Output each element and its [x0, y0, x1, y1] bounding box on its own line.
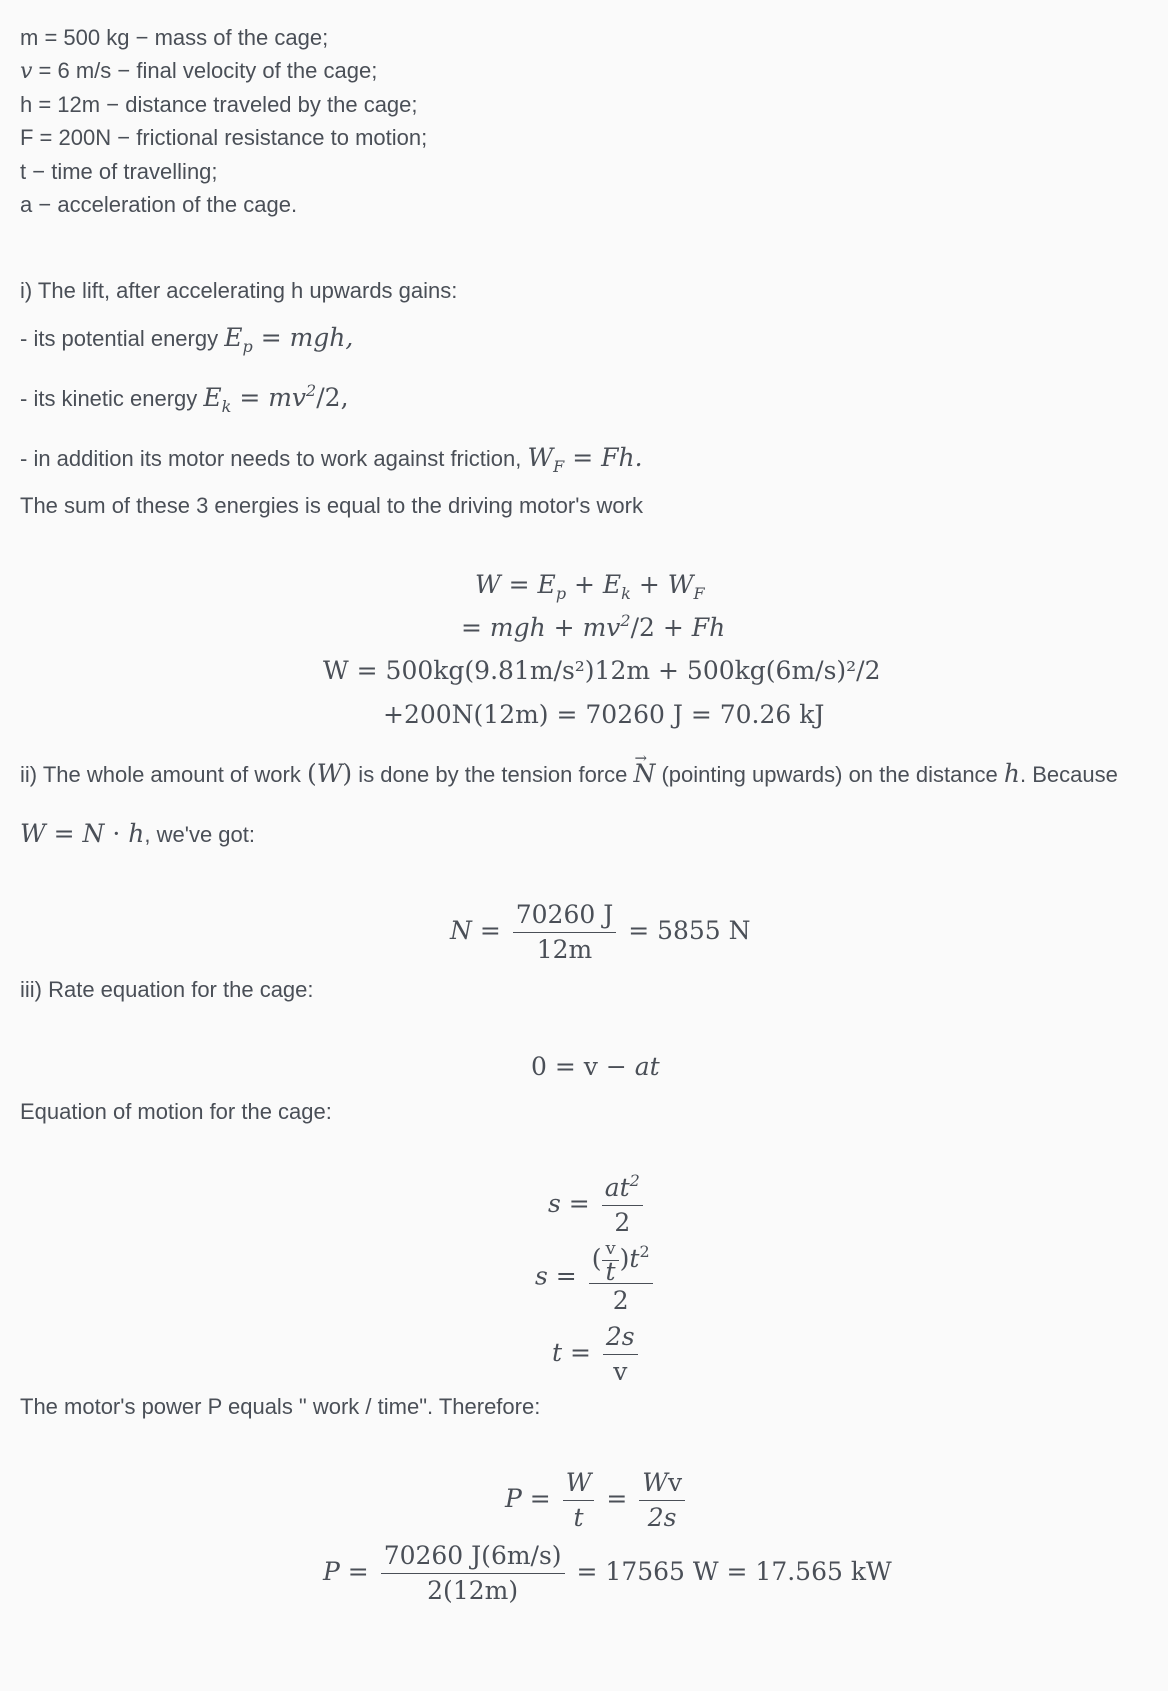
part2-text-line1: ii) The whole amount of work (W) is done by the tension force N → (pointing upwards) on the distance h. Because [20, 760, 1118, 789]
friction-work-line: - in addition its motor needs to work against friction, $W_F = Fh$. [20, 443, 643, 476]
work-eq-line2: = mgh + $mv^2/2 + Fh$ [461, 611, 726, 642]
power-eq-line2: P = $\frac{70260 J(6m/s)}{2(12m)}$ = 17565 W = 17.565 kW [323, 1541, 892, 1605]
work-eq-line3: W = 500kg(9.81m/s²)12m + 500kg(6m/s)²/2 [323, 656, 881, 685]
rate-equation: 0 = v − at [531, 1052, 660, 1081]
part1-intro: i) The lift, after accelerating h upwards gains: [20, 278, 458, 303]
power-text: The motor's power P equals " work / time". Therefore: [20, 1394, 541, 1419]
tension-fraction: $\frac{70260 J}{12m}$ [513, 900, 617, 965]
work-tension-formula: W = N · h [20, 819, 145, 848]
power-eq-line1: P = $\frac{W}{t}$ = $\frac{Wv}{2s}$ [505, 1468, 689, 1533]
motion-equation-text: Equation of motion for the cage: [20, 1099, 332, 1124]
motion-eq-line2: s = ( $\frac{v}{t}$ )$t^2$ 2 [535, 1240, 657, 1316]
work-eq-line4: +200N(12m) = 70260 J = 70.26 kJ [383, 700, 825, 729]
friction-work-formula: $W_F = Fh$. [527, 443, 643, 476]
part2-text-line2: W = N · h, we've got: [20, 819, 255, 848]
rate-equation-text: iii) Rate equation for the cage: [20, 977, 314, 1002]
motion-eq-line3: t = $\frac{2s}{v}$ [552, 1322, 642, 1387]
energy-sum-text: The sum of these 3 energies is equal to the driving motor's work [20, 493, 643, 518]
potential-energy-line: - its potential energy $E_p$ = mgh, [20, 323, 354, 356]
given-distance: h = 12m − distance traveled by the cage; [20, 92, 418, 117]
kinetic-energy-line: - its kinetic energy $E_k = mv^2/2$, [20, 381, 349, 416]
given-mass: m = 500 kg − mass of the cage; [20, 25, 329, 50]
given-time: t − time of travelling; [20, 159, 218, 184]
given-friction: F = 200N − frictional resistance to motion; [20, 125, 428, 150]
tension-vector-symbol: N → [633, 760, 655, 788]
given-velocity: v = 6 m/s − final velocity of the cage; [20, 58, 378, 84]
tension-equation: N = $\frac{70260 J}{12m}$ = 5855 N [450, 900, 751, 964]
kinetic-energy-formula: $E_k = mv^2/2$, [203, 381, 349, 416]
work-eq-line1: $W = E_p + E_k + W_F$ [475, 570, 705, 603]
power-fraction: $\frac{70260 J(6m/s)}{2(12m)}$ [381, 1541, 565, 1606]
potential-energy-formula: $E_p$ = mgh, [224, 323, 354, 356]
given-acceleration: a − acceleration of the cage. [20, 192, 298, 217]
motion-eq-line1: s = $\frac{at^2}{2}$ [548, 1173, 647, 1238]
